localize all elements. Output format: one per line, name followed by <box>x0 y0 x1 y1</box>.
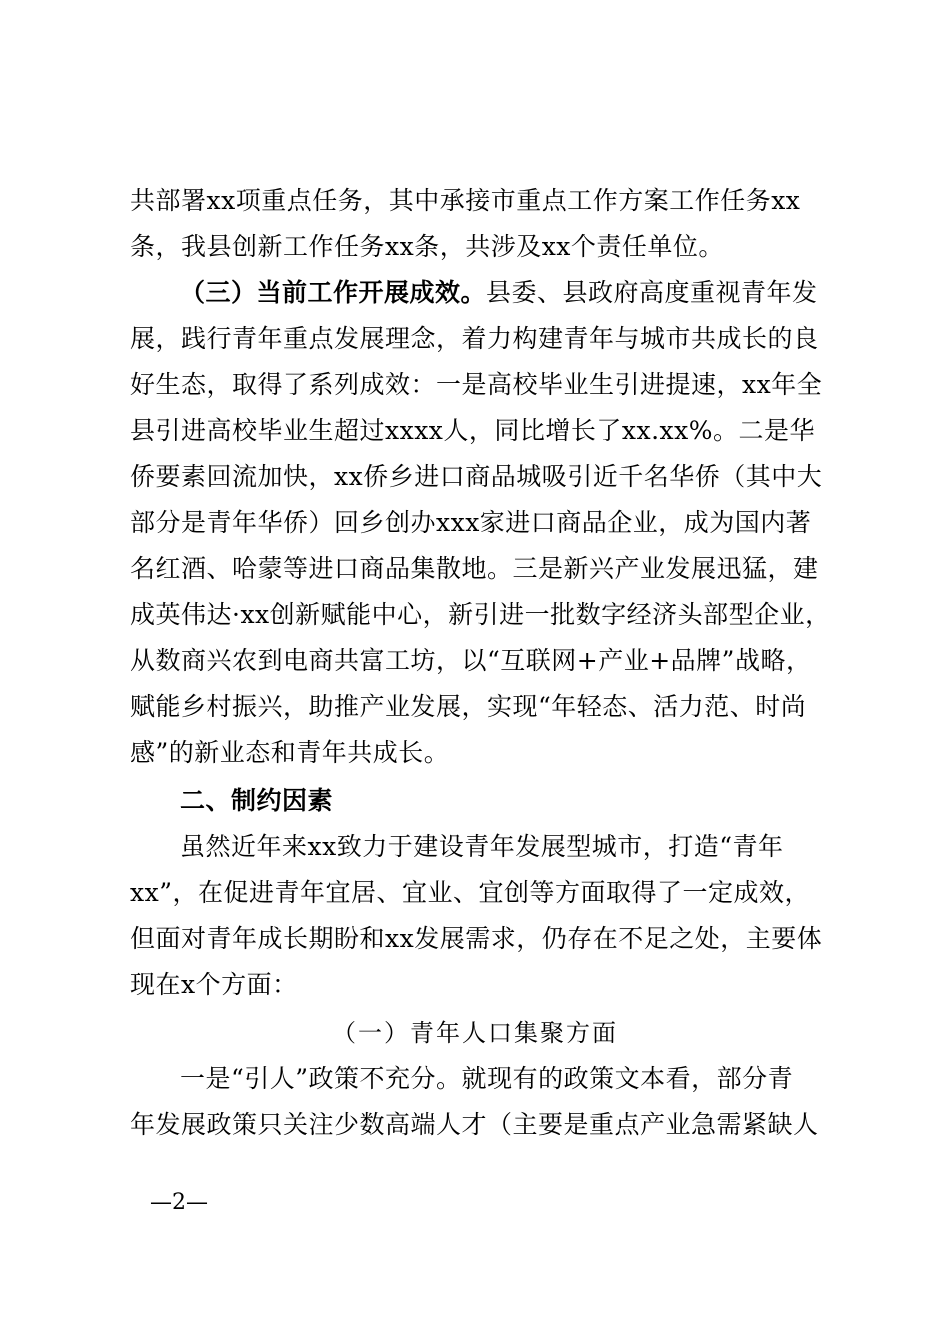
body-text-line: 从数商兴农到电商共富工坊，以“互联网+产业+品牌”战略， <box>130 646 812 675</box>
body-text-line: 虽然近年来xx致力于建设青年发展型城市，打造“青年 <box>180 832 784 861</box>
body-text-line: 但面对青年成长期盼和xx发展需求，仍存在不足之处，主要体 <box>130 924 823 953</box>
body-text-line: 现在x个方面： <box>130 970 298 999</box>
section-heading: 二、制约因素 <box>180 786 334 815</box>
subsection-title: （一）青年人口集聚方面 <box>332 1019 618 1047</box>
body-text-line: 一是“引人”政策不充分。就现有的政策文本看，部分青 <box>180 1064 794 1093</box>
body-text-line: 好生态，取得了系列成效：一是高校毕业生引进提速，xx年全 <box>130 370 823 399</box>
body-text-line: 部分是青年华侨）回乡创办xxx家进口商品企业，成为国内著 <box>130 508 812 537</box>
body-text-line: 感”的新业态和青年共成长。 <box>130 738 450 767</box>
body-text-line: 展，践行青年重点发展理念，着力构建青年与城市共成长的良 <box>130 324 819 353</box>
body-text-line: 共部署xx项重点任务，其中承接市重点工作方案工作任务xx <box>130 186 801 215</box>
section-paragraph-line <box>180 278 818 308</box>
body-text-line: 县引进高校毕业生超过xxxx人，同比增长了xx.xx%。二是华 <box>130 416 815 445</box>
body-text-line: 成英伟达·xx创新赋能中心，新引进一批数字经济头部型企业， <box>130 600 831 629</box>
body-text-line: 年发展政策只关注少数高端人才（主要是重点产业急需紧缺人 <box>130 1110 819 1139</box>
body-text-line: xx”，在促进青年宜居、宜业、宜创等方面取得了一定成效， <box>130 878 810 907</box>
body-text-line: 侨要素回流加快，xx侨乡进口商品城吸引近千名华侨（其中大 <box>130 462 823 491</box>
body-text: 县委、县政府高度重视青年发 <box>486 278 818 307</box>
page-number: —2— <box>150 1190 208 1215</box>
body-text-line: 赋能乡村振兴，助推产业发展，实现“年轻态、活力范、时尚 <box>130 692 807 721</box>
body-text-line: 名红酒、哈蒙等进口商品集散地。三是新兴产业发展迅猛，建 <box>130 554 819 583</box>
subsection-heading: （三）当前工作开展成效。 <box>180 278 487 307</box>
body-text-line: 条，我县创新工作任务xx条，共涉及xx个责任单位。 <box>130 232 724 261</box>
